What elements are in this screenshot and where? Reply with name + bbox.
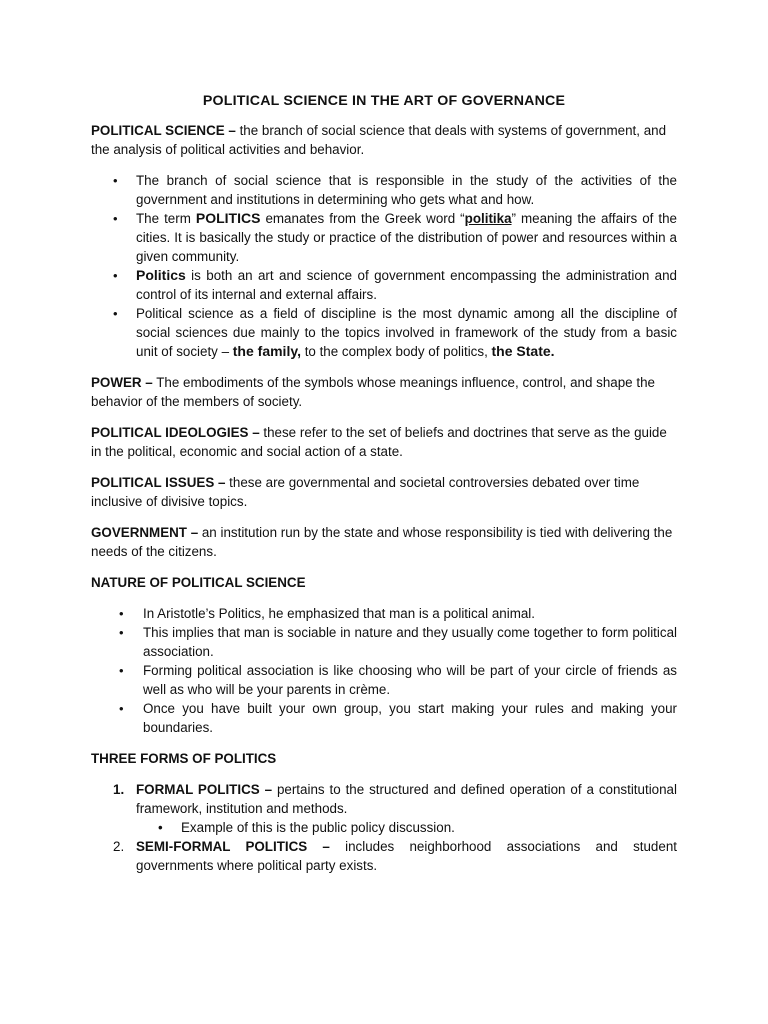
bullet-icon: • — [158, 820, 163, 835]
definition-term: POLITICAL SCIENCE – — [91, 123, 236, 138]
bullet-icon: • — [113, 211, 118, 226]
power-definition — [91, 373, 677, 411]
list-item-text: Forming political association is like choosing who will be part of your circle of friends as well as who will be your parents in crème. — [143, 663, 677, 697]
list-item-text: emanates from the Greek word “ — [260, 211, 465, 226]
underlined-term: politika — [464, 211, 512, 226]
bold-term: the State. — [491, 343, 555, 359]
bold-term: the family, — [232, 343, 301, 359]
list-item-text: The term — [136, 211, 196, 226]
list-number: 1. — [113, 782, 125, 797]
bullet-icon: • — [113, 173, 118, 188]
list-item-text: to the complex body of politics, — [300, 344, 492, 359]
nature-bullets — [91, 604, 677, 737]
definition-term: GOVERNMENT – — [91, 525, 199, 540]
list-item-text: ” meaning the affairs of the cities. It is basically the study or practice of the distribution of power and resources within a given community. — [136, 211, 677, 264]
bold-term: Politics — [136, 267, 186, 283]
issues-definition — [91, 473, 677, 511]
list-item-text: In Aristotle’s Politics, he emphasized that man is a political animal. — [143, 606, 535, 621]
political-science-bullets — [91, 171, 677, 361]
definition-text: these refer to the set of beliefs and doctrines that serve as the guide in the political, economic and social action of a state. — [91, 425, 667, 459]
definition-term: POLITICAL ISSUES – — [91, 475, 226, 490]
bullet-icon: • — [119, 663, 124, 678]
political-science-definition — [91, 121, 677, 159]
list-item-text: This implies that man is sociable in nature and they usually come together to form political association. — [143, 625, 677, 659]
definition-text: the branch of social science that deals with systems of government, and the analysis of political activities and behavior. — [91, 123, 667, 157]
nature-heading: NATURE OF POLITICAL SCIENCE — [91, 575, 306, 590]
list-item-text: includes neighborhood associations and student governments where political party exists. — [136, 839, 677, 873]
list-item-text: is both an art and science of government encompassing the administration and control of its internal and external affairs. — [136, 268, 677, 302]
list-item — [91, 304, 677, 361]
list-item — [91, 661, 677, 699]
list-item-text: Once you have built your own group, you start making your rules and making your boundaries. — [143, 701, 677, 735]
forms-list — [91, 780, 677, 875]
list-item — [91, 171, 677, 209]
list-item — [91, 699, 677, 737]
definition-text: these are governmental and societal controversies debated over time inclusive of divisive topics. — [91, 475, 640, 509]
bold-term: POLITICS — [195, 210, 261, 226]
document-title: POLITICAL SCIENCE IN THE ART OF GOVERNANCE — [202, 93, 566, 109]
bullet-icon: • — [119, 625, 124, 640]
bullet-icon: • — [113, 268, 118, 283]
bold-term: FORMAL POLITICS – — [136, 782, 273, 797]
list-number: 2. — [113, 839, 125, 854]
list-item-text: Political science as a field of discipline is the most dynamic among all the discipline of social sciences due mainly to the topics involved in framework of the study from a basic unit of society – — [136, 306, 677, 359]
list-item — [91, 209, 677, 266]
forms-heading: THREE FORMS OF POLITICS — [91, 751, 277, 766]
definition-text: an institution run by the state and whose responsibility is tied with delivering the needs of the citizens. — [91, 525, 673, 559]
list-item — [91, 623, 677, 661]
sub-list — [136, 818, 677, 837]
bullet-icon: • — [119, 606, 124, 621]
definition-term: POWER – — [91, 375, 153, 390]
sub-list-item — [136, 818, 677, 837]
list-item-text: Example of this is the public policy discussion. — [181, 820, 455, 835]
definition-text: The embodiments of the symbols whose meanings influence, control, and shape the behavior of the members of society. — [91, 375, 655, 409]
bullet-icon: • — [113, 306, 118, 321]
government-definition — [91, 523, 677, 561]
list-item-text: The branch of social science that is responsible in the study of the activities of the government and institutions in determining who gets what and how. — [136, 173, 677, 207]
bullet-icon: • — [119, 701, 124, 716]
list-item — [91, 604, 677, 623]
ideologies-definition — [91, 423, 677, 461]
bold-term: SEMI-FORMAL POLITICS – — [136, 839, 330, 854]
list-item-text: pertains to the structured and defined operation of a constitutional framework, institution and methods. — [136, 782, 677, 816]
list-item — [91, 837, 677, 875]
list-item — [91, 266, 677, 304]
list-item — [91, 780, 677, 837]
definition-term: POLITICAL IDEOLOGIES – — [91, 425, 260, 440]
